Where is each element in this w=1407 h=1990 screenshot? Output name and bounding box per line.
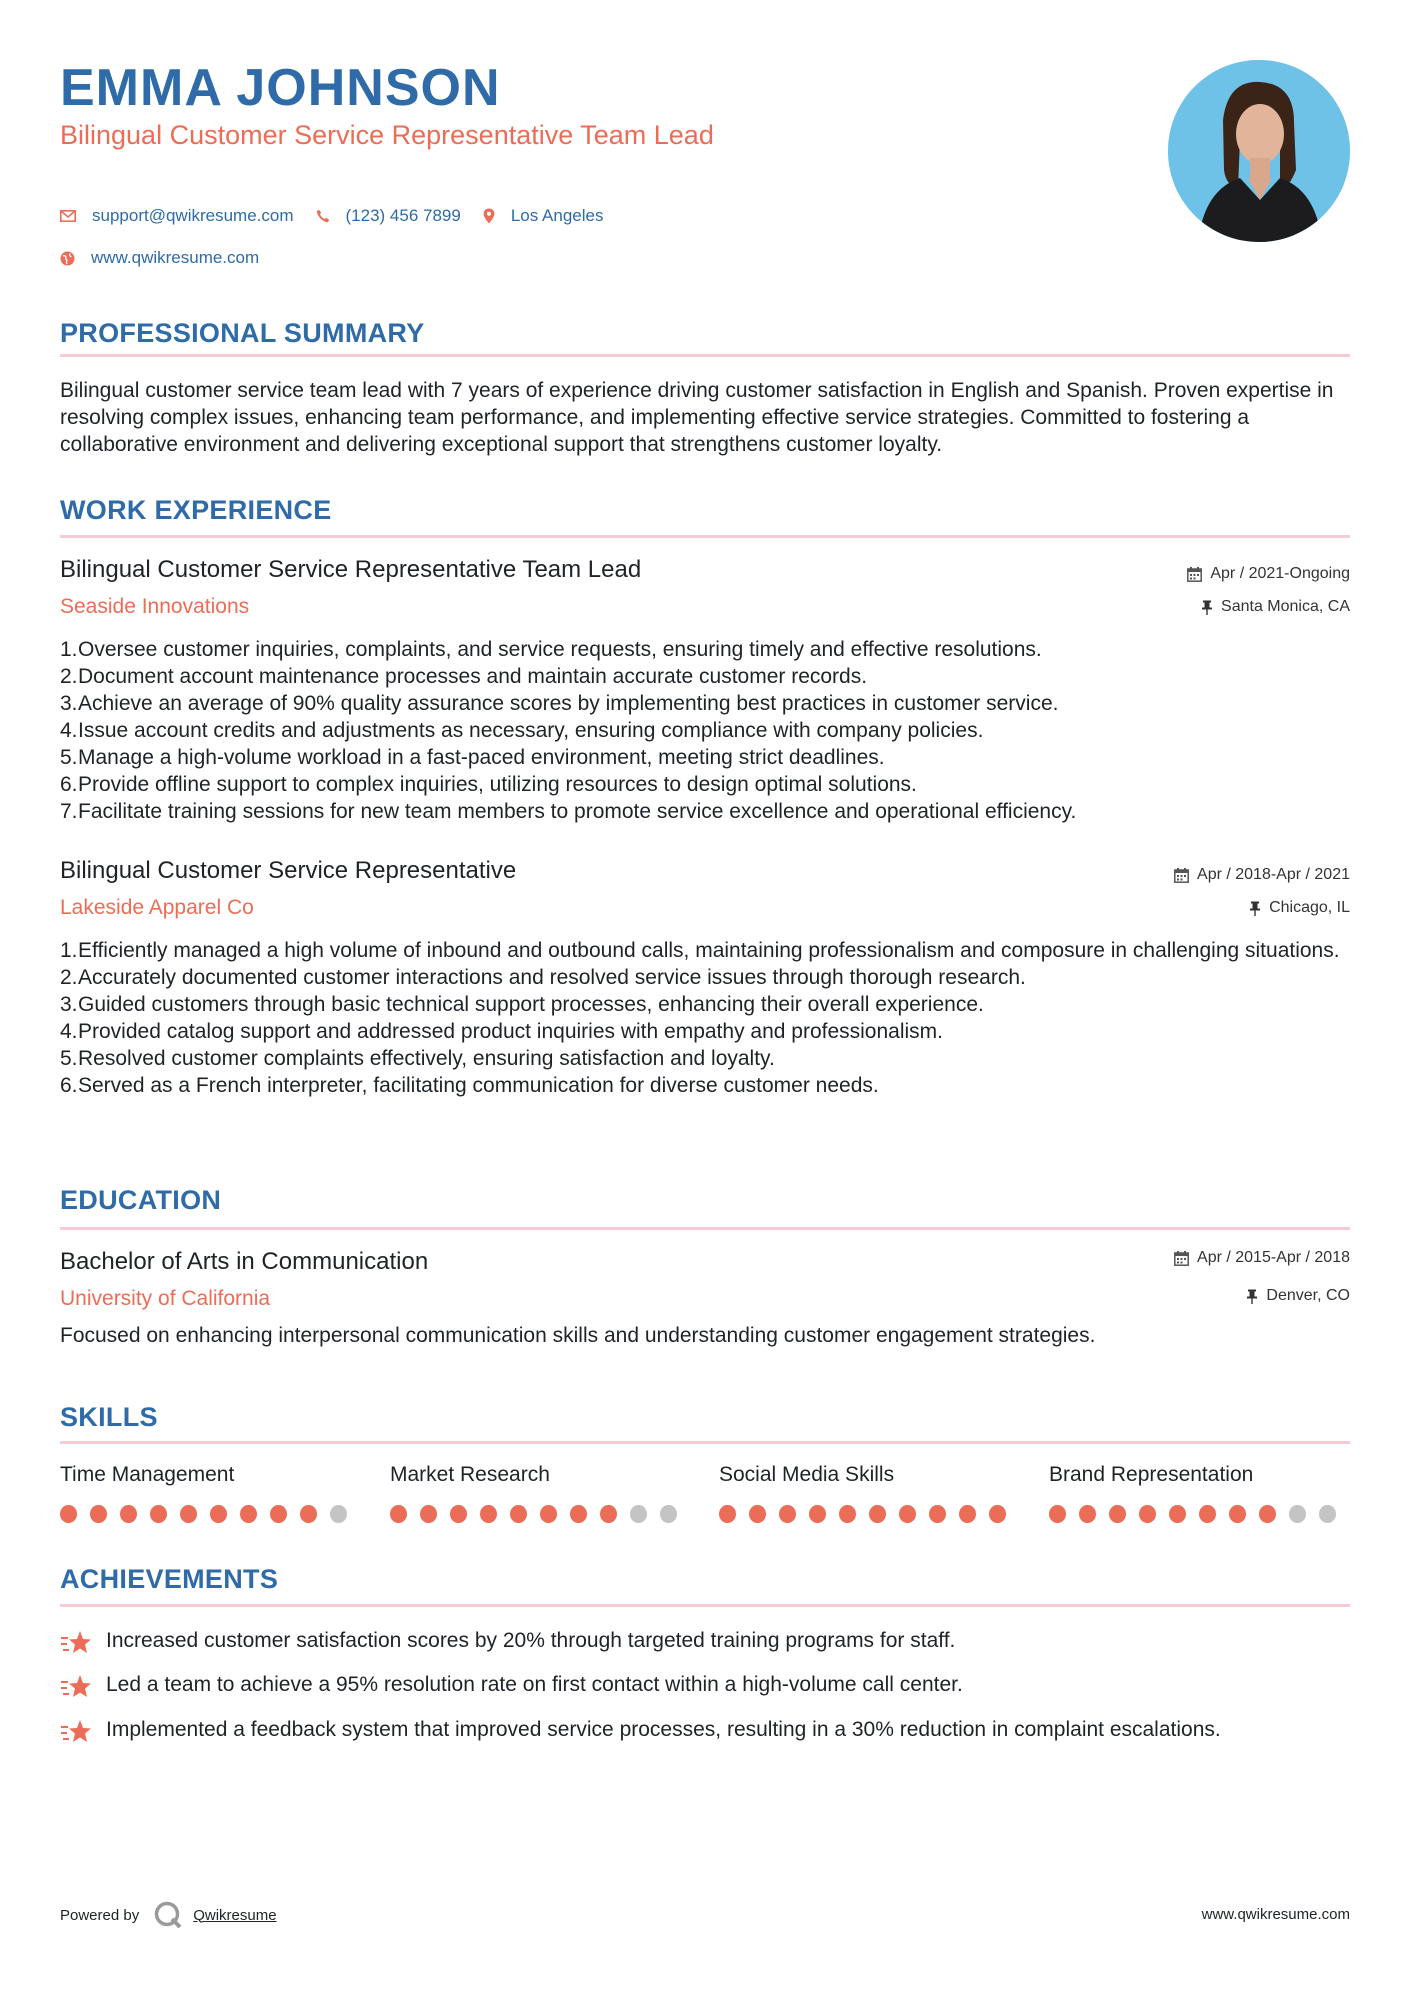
skill-dot-filled — [570, 1505, 587, 1523]
job-location — [1249, 899, 1350, 917]
summary-divider — [60, 354, 1350, 357]
website-row — [60, 248, 281, 268]
pushpin-icon — [1249, 901, 1261, 916]
skill-dot-empty — [1289, 1505, 1306, 1523]
skill-dot-filled — [480, 1505, 497, 1523]
skill-dot-filled — [1229, 1505, 1246, 1523]
skill-dot-empty — [1319, 1505, 1336, 1523]
email-contact[interactable] — [60, 206, 294, 226]
qwikresume-logo-icon — [153, 1900, 183, 1930]
skill-name: Time Management — [60, 1463, 235, 1486]
skill-rating — [1049, 1505, 1349, 1523]
calendar-icon — [1174, 1251, 1189, 1266]
skill-dot-empty — [660, 1505, 677, 1523]
job-bullets — [60, 937, 1350, 1099]
skill-dot-filled — [989, 1505, 1006, 1523]
job-location — [1201, 598, 1350, 616]
skill-dot-filled — [60, 1505, 77, 1523]
skill-dot-filled — [510, 1505, 527, 1523]
job-location-text: Chicago, IL — [1269, 899, 1350, 916]
skill-dot-filled — [1259, 1505, 1276, 1523]
skill-name: Market Research — [390, 1463, 550, 1486]
calendar-icon — [1187, 567, 1202, 582]
skill-dot-filled — [719, 1505, 736, 1523]
list-item: 2. Accurately documented customer interactions and resolved service issues through thorough research. — [60, 966, 1026, 989]
powered-by-text: Powered by — [60, 1906, 140, 1924]
list-item: 2. Document account maintenance processes and maintain accurate customer records. — [60, 665, 868, 688]
education-location — [1246, 1287, 1350, 1305]
email-text: support@qwikresume.com — [92, 206, 294, 225]
skill-dot-filled — [270, 1505, 287, 1523]
footer-branding — [60, 1900, 277, 1930]
achievement-item — [60, 1716, 1350, 1749]
job-date-text: Apr / 2018-Apr / 2021 — [1197, 866, 1350, 883]
skill-name: Brand Representation — [1049, 1463, 1254, 1486]
skill-dot-empty — [330, 1505, 347, 1523]
job-date — [1187, 565, 1350, 583]
skill-dot-filled — [929, 1505, 946, 1523]
pushpin-icon — [1246, 1289, 1258, 1304]
list-item: 5. Manage a high-volume workload in a fast-paced environment, meeting strict deadlines. — [60, 746, 885, 769]
skill-dot-filled — [1139, 1505, 1156, 1523]
skill-dot-filled — [180, 1505, 197, 1523]
skill-item — [719, 1463, 1019, 1523]
skill-dot-filled — [150, 1505, 167, 1523]
education-date-text: Apr / 2015-Apr / 2018 — [1197, 1249, 1350, 1266]
skill-dot-filled — [600, 1505, 617, 1523]
skill-dot-filled — [450, 1505, 467, 1523]
skill-dot-filled — [749, 1505, 766, 1523]
footer-website[interactable]: www.qwikresume.com — [1201, 1906, 1350, 1923]
list-item: 7. Facilitate training sessions for new team members to promote service excellence and operational efficiency. — [60, 800, 1077, 823]
skill-dot-filled — [240, 1505, 257, 1523]
envelope-icon — [60, 210, 76, 222]
list-item: 1. Oversee customer inquiries, complaints, and service requests, ensuring timely and effective resolutions. — [60, 638, 1042, 661]
skill-dot-empty — [630, 1505, 647, 1523]
phone-text: (123) 456 7899 — [345, 206, 461, 225]
list-item: 3. Achieve an average of 90% quality assurance scores by implementing best practices in customer service. — [60, 692, 1059, 715]
skill-rating — [60, 1505, 360, 1523]
skill-dot-filled — [540, 1505, 557, 1523]
experience-divider — [60, 535, 1350, 538]
education-description: Focused on enhancing interpersonal communication skills and understanding customer engagement strategies. — [60, 1324, 1096, 1347]
summary-heading: PROFESSIONAL SUMMARY — [60, 318, 425, 348]
job-date-text: Apr / 2021-Ongoing — [1210, 565, 1350, 582]
skill-dot-filled — [809, 1505, 826, 1523]
skill-dot-filled — [839, 1505, 856, 1523]
education-date — [1174, 1249, 1350, 1267]
achievements-divider — [60, 1604, 1350, 1607]
education-heading: EDUCATION — [60, 1185, 222, 1215]
skill-dot-filled — [300, 1505, 317, 1523]
skill-dot-filled — [779, 1505, 796, 1523]
star-icon — [60, 1718, 92, 1744]
website-text: www.qwikresume.com — [91, 248, 260, 267]
achievement-item — [60, 1671, 1350, 1704]
calendar-icon — [1174, 868, 1189, 883]
education-location-text: Denver, CO — [1266, 1287, 1350, 1304]
skill-dot-filled — [120, 1505, 137, 1523]
skill-dot-filled — [420, 1505, 437, 1523]
skills-heading: SKILLS — [60, 1402, 158, 1432]
education-divider — [60, 1227, 1350, 1230]
candidate-name: EMMA JOHNSON — [60, 59, 501, 117]
website-contact[interactable] — [60, 248, 259, 268]
contact-row — [60, 206, 625, 226]
map-pin-icon — [483, 208, 495, 224]
achievements-heading: ACHIEVEMENTS — [60, 1564, 279, 1594]
skill-dot-filled — [1079, 1505, 1096, 1523]
job-bullets — [60, 636, 1350, 825]
achievement-text: Implemented a feedback system that improved service processes, resulting in a 30% reduction in complaint escalations. — [106, 1718, 1221, 1741]
job-title: Bilingual Customer Service Representative Team Lead — [60, 556, 642, 583]
star-icon — [60, 1673, 92, 1699]
achievement-item — [60, 1627, 1350, 1660]
skill-dot-filled — [1049, 1505, 1066, 1523]
list-item: 4. Provided catalog support and addressed product inquiries with empathy and professionalism. — [60, 1020, 943, 1043]
skill-dot-filled — [1109, 1505, 1126, 1523]
candidate-role: Bilingual Customer Service Representative Team Lead — [60, 120, 714, 150]
globe-icon — [60, 251, 75, 266]
job-company: Lakeside Apparel Co — [60, 896, 254, 919]
skills-divider — [60, 1441, 1350, 1444]
skill-dot-filled — [899, 1505, 916, 1523]
job-date — [1174, 866, 1350, 884]
school-name: University of California — [60, 1287, 271, 1310]
skill-name: Social Media Skills — [719, 1463, 895, 1486]
degree-title: Bachelor of Arts in Communication — [60, 1248, 429, 1275]
skill-dot-filled — [1169, 1505, 1186, 1523]
experience-heading: WORK EXPERIENCE — [60, 495, 332, 525]
skill-item — [1049, 1463, 1349, 1523]
profile-photo — [1168, 60, 1350, 242]
skill-dot-filled — [210, 1505, 227, 1523]
star-icon — [60, 1629, 92, 1655]
skill-dot-filled — [390, 1505, 407, 1523]
list-item: 1. Efficiently managed a high volume of inbound and outbound calls, maintaining professionalism and composure in challenging situations. — [60, 939, 1340, 962]
skill-item — [60, 1463, 360, 1523]
list-item: 6. Provide offline support to complex inquiries, utilizing resources to design optimal solutions. — [60, 773, 917, 796]
skill-dot-filled — [1199, 1505, 1216, 1523]
skill-rating — [390, 1505, 690, 1523]
list-item: 6. Served as a French interpreter, facilitating communication for diverse customer needs. — [60, 1074, 879, 1097]
skill-dot-filled — [959, 1505, 976, 1523]
location-text: Los Angeles — [510, 206, 604, 225]
qwikresume-link[interactable]: Qwikresume — [193, 1906, 277, 1924]
achievement-text: Led a team to achieve a 95% resolution rate on first contact within a high-volume call center. — [106, 1673, 963, 1696]
list-item: 5. Resolved customer complaints effectively, ensuring satisfaction and loyalty. — [60, 1047, 775, 1070]
list-item: 3. Guided customers through basic technical support processes, enhancing their overall experience. — [60, 993, 984, 1016]
job-company: Seaside Innovations — [60, 595, 250, 618]
job-title: Bilingual Customer Service Representative — [60, 857, 517, 884]
pushpin-icon — [1201, 600, 1213, 615]
skill-item — [390, 1463, 690, 1523]
summary-text: Bilingual customer service team lead with 7 years of experience driving customer satisfaction in English and Spanish. Proven expertise in resolving complex issues, enhancing team performance, and implementing effective service strategies. Committed to fostering a collaborative environment and delivering exceptional support that strengthens customer loyalty. — [60, 379, 1334, 456]
phone-icon — [316, 209, 330, 223]
phone-contact[interactable] — [316, 206, 461, 226]
skill-dot-filled — [90, 1505, 107, 1523]
list-item: 4. Issue account credits and adjustments as necessary, ensuring compliance with company policies. — [60, 719, 984, 742]
job-location-text: Santa Monica, CA — [1221, 598, 1350, 615]
skill-dot-filled — [869, 1505, 886, 1523]
skill-rating — [719, 1505, 1019, 1523]
location-contact — [483, 206, 604, 226]
achievement-text: Increased customer satisfaction scores by 20% through targeted training programs for staff. — [106, 1629, 956, 1652]
